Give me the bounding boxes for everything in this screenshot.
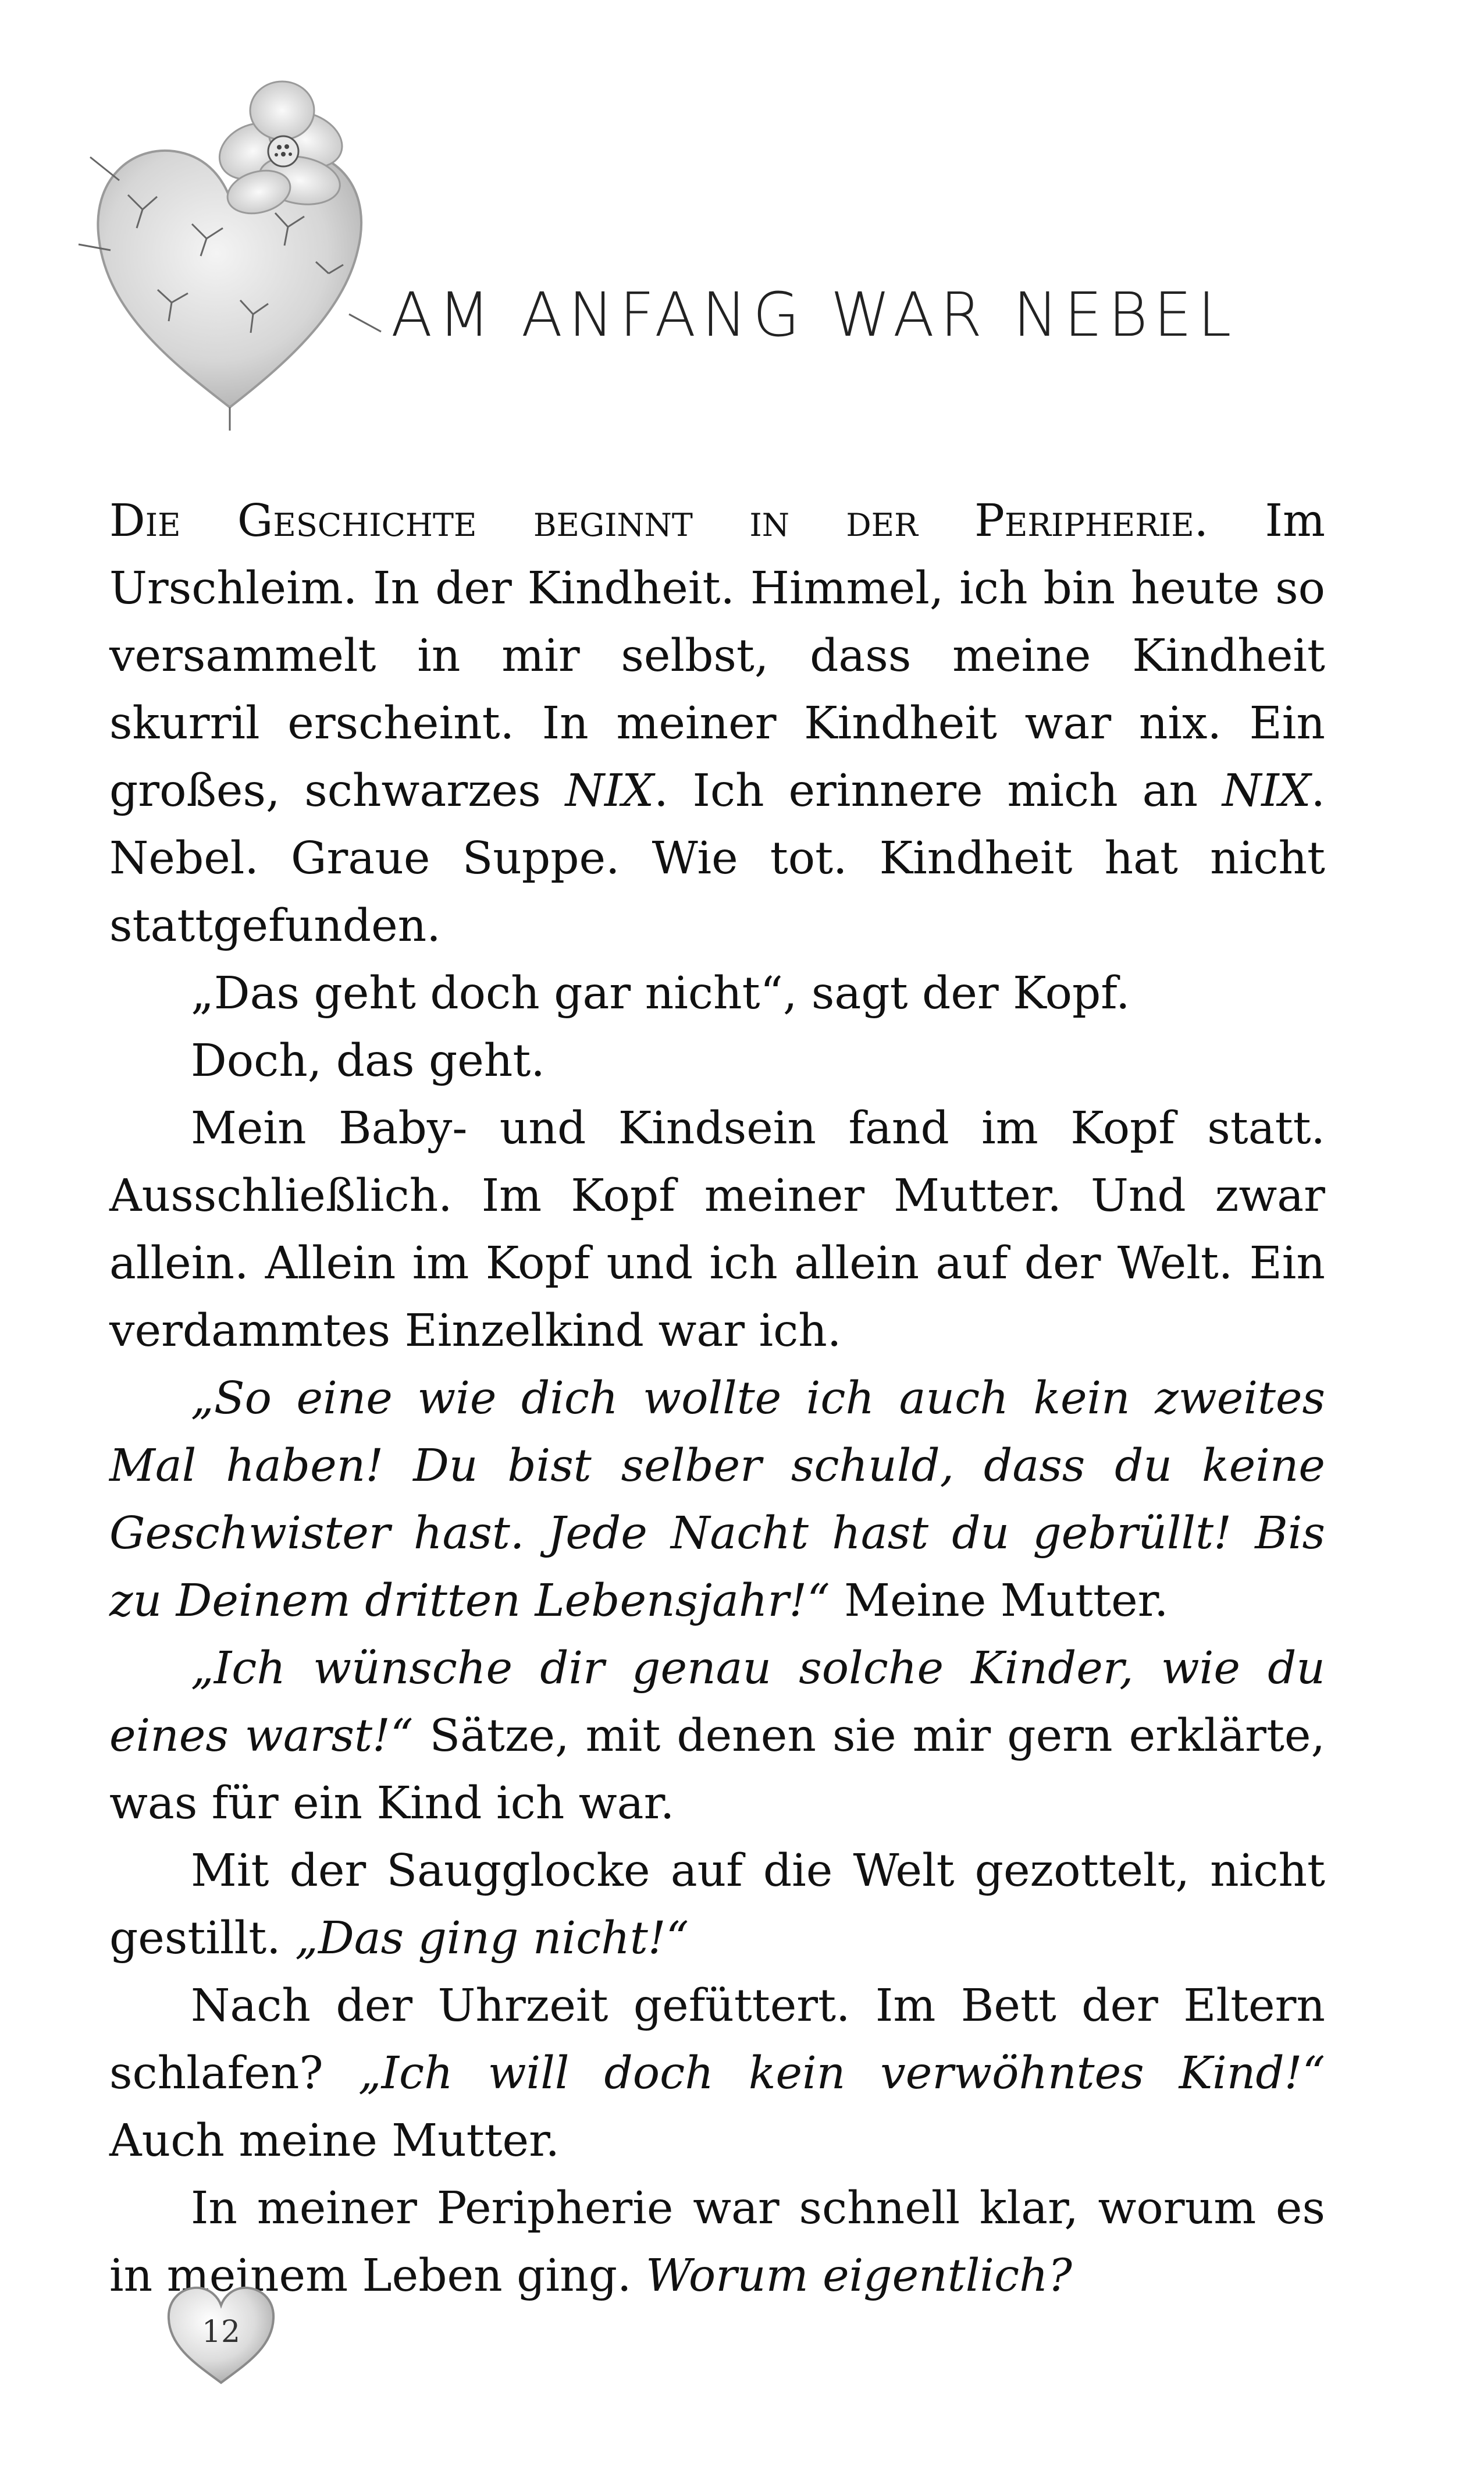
- text-run: . Nebel. Graue Suppe. Wie tot. Kindheit hat nicht stattgefunden.: [109, 765, 1325, 952]
- text-run: . Ich erinnere mich an: [654, 765, 1222, 817]
- italic-run: „Ich wünsche dir genau solche Kinder, wie du eines warst!“: [109, 1643, 1325, 1762]
- page-number: 12: [201, 2315, 241, 2350]
- paragraph: „Das geht doch gar nicht“, sagt der Kopf.: [191, 968, 1130, 1019]
- paragraph: [109, 2175, 1325, 2310]
- text-run: Auch meine Mutter.: [109, 2115, 560, 2167]
- italic-run: Worum eigentlich?: [645, 2250, 1072, 2302]
- italic-run: NIX: [565, 765, 654, 817]
- italic-run: „Das ging nicht!“: [295, 1913, 689, 1964]
- italic-run: „So eine wie dich wollte ich auch kein zweites Mal haben! Du bist selber schuld, dass du keine Geschwister hast. Jede Nacht hast du gebrüllt! Bis zu Deinem dritten Lebensjahr!“: [109, 1373, 1325, 1627]
- paragraph: [109, 1365, 1325, 1635]
- body-text: [109, 488, 1325, 2310]
- paragraph: Mein Baby- und Kindsein fand im Kopf statt. Ausschließlich. Im Kopf meiner Mutter. Und zwar allein. Allein im Kopf und ich allein auf der Welt. Ein verdammtes Einzelkind war ich.: [109, 1103, 1325, 1357]
- text-run: Sätze, mit denen sie mir gern erklärte, was für ein Kind ich war.: [109, 1710, 1325, 1829]
- paragraph: [109, 488, 1325, 960]
- text-run: Nach der Uhrzeit gefüttert. Im Bett der Eltern schlafen?: [109, 1980, 1325, 2099]
- paragraph: Doch, das geht.: [191, 1035, 545, 1087]
- text-run: In meiner Peripherie war schnell klar, worum es in meinem Leben ging.: [109, 2183, 1325, 2302]
- text-run: Mit der Saugglocke auf die Welt gezottelt, nicht gestillt.: [109, 1845, 1325, 1964]
- cactus-heart-illustration: [55, 64, 404, 436]
- text-run: Meine Mutter.: [830, 1575, 1169, 1627]
- italic-run: „Ich will doch kein verwöhntes Kind!“: [358, 2048, 1325, 2099]
- italic-run: NIX: [1222, 765, 1311, 817]
- chapter-title: AM ANFANG WAR NEBEL: [391, 279, 1237, 350]
- paragraph: [109, 1972, 1325, 2175]
- text-run: Im Urschleim. In der Kindheit. Himmel, ich bin heute so versammelt in mir selbst, dass meine Kindheit skurril erscheint. In meiner Kindheit war nix. Ein großes, schwarzes: [109, 495, 1325, 817]
- small-caps-lead: Die Geschichte beginnt in der Peripherie.: [109, 495, 1209, 547]
- paragraph: [109, 1635, 1325, 1837]
- paragraph: [109, 1837, 1325, 1972]
